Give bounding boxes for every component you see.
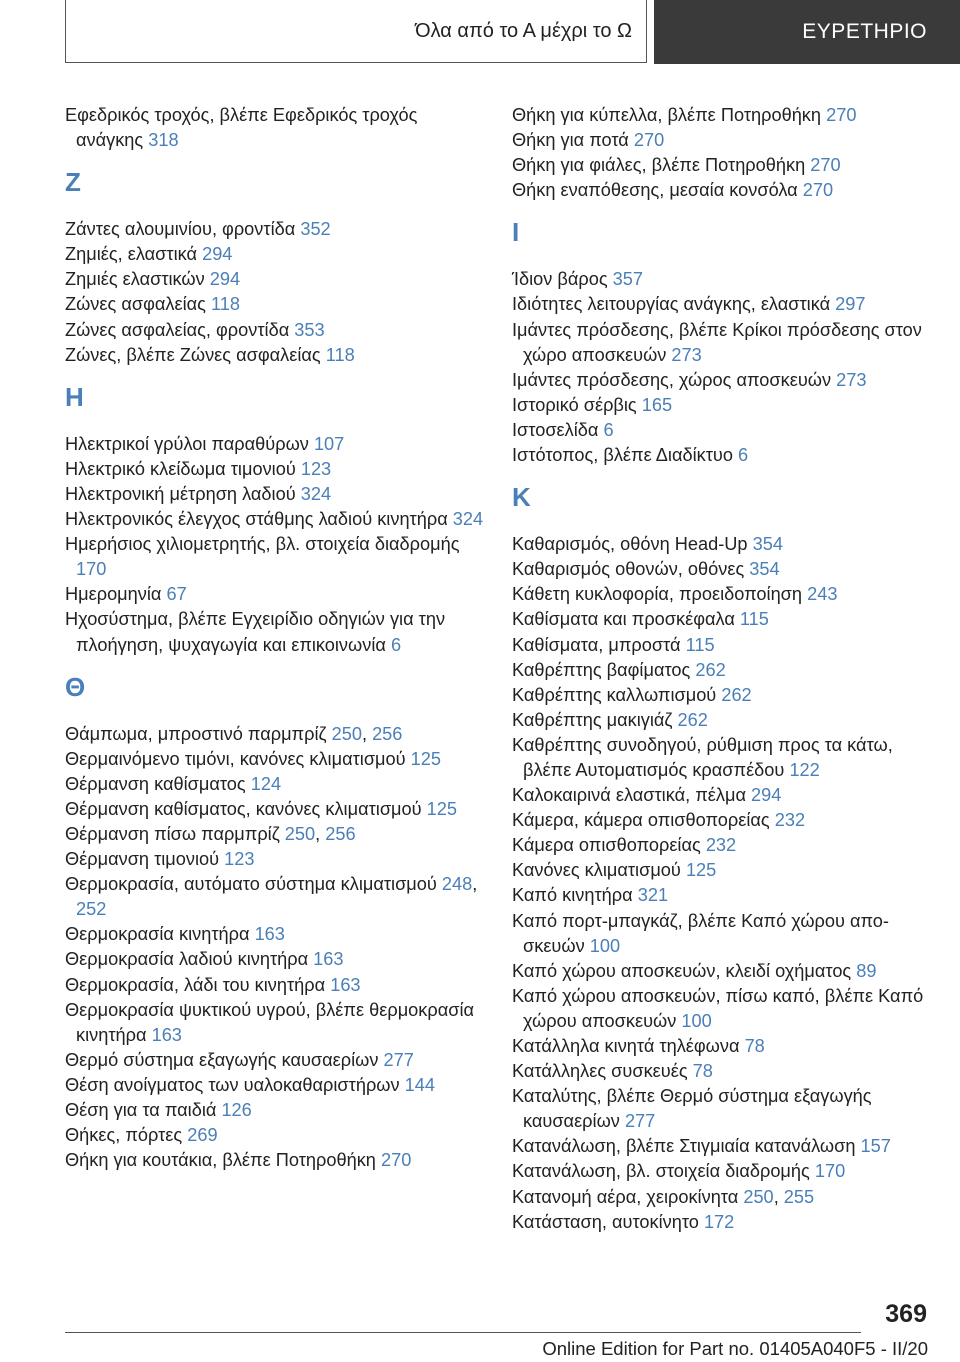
page-link[interactable]: 354 <box>752 534 783 555</box>
page-link[interactable]: 126 <box>221 1100 252 1120</box>
index-entry <box>65 242 485 267</box>
index-entry <box>65 947 485 972</box>
page-link[interactable]: 357 <box>612 269 644 290</box>
index-entry-text: Καθαρισμός οθονών, οθόνες <box>512 559 745 580</box>
page-link[interactable]: 324 <box>452 509 484 530</box>
index-entry-text: Θέση για τα παιδιά <box>65 1100 217 1120</box>
page-link[interactable]: 270 <box>633 130 665 151</box>
page-link[interactable]: 243 <box>807 584 838 605</box>
index-entry-text: Ημερομηνία <box>65 584 162 605</box>
page-link[interactable]: 170 <box>76 559 107 580</box>
index-entry-text: Θερμοκρασία, λάδι του κινητήρα <box>65 974 326 995</box>
index-entry-text: Καθίσματα, μπροστά <box>512 634 681 655</box>
page-link[interactable]: 255 <box>783 1186 815 1207</box>
index-entry-text: Κατάλληλα κινητά τηλέφωνα <box>512 1036 740 1056</box>
index-entry-text: Ηλεκτρονική μέτρηση λαδιού <box>65 483 296 504</box>
index-entry <box>512 393 932 418</box>
index-entry <box>512 683 932 708</box>
page-link[interactable]: 78 <box>744 1036 765 1056</box>
page-link[interactable]: 163 <box>151 1024 182 1045</box>
page-link[interactable]: 123 <box>224 849 255 870</box>
index-letter-heading: Κ <box>512 482 531 513</box>
index-entry-text: Θέρμανση τιμονιού <box>65 849 220 870</box>
page-link[interactable]: 248 <box>441 874 473 895</box>
page-link[interactable]: 262 <box>695 659 726 680</box>
index-entry <box>65 267 485 292</box>
index-entry <box>65 1048 485 1073</box>
index-entry-text: Θήκη για φιάλες, βλέπε Ποτηροθήκη <box>512 155 806 176</box>
index-entry-text: Θέρμανση καθίσματος <box>65 773 246 794</box>
index-entry-text: Θέρμανση πίσω παρμπρίζ <box>65 823 280 844</box>
index-entry-text: Κανόνες κλιματισμού <box>512 860 681 881</box>
index-entry <box>512 1034 932 1059</box>
index-entry-text: Ζώνες ασφαλείας, φροντίδα <box>65 319 290 340</box>
page-link[interactable]: 250 <box>743 1186 774 1207</box>
index-entry-text: Ημερήσιος χιλιομετρητής, βλ. στοιχεία διαδρομής <box>65 534 460 555</box>
page-link[interactable]: 172 <box>703 1211 735 1232</box>
index-entry-text: Ιμάντες πρόσδεσης, βλέπε Κρίκοι πρόσδεσης στον χώρο αποσκευών <box>512 319 922 365</box>
index-entry <box>65 582 485 607</box>
index-entry-text: Κάμερα οπισθοπορείας <box>512 835 701 856</box>
index-entry-text: Ιστορικό σέρβις <box>512 394 637 415</box>
index-entry-text: Θερμοκρασία ψυκτικού υγρού, βλέπε θερμοκρασία κινητήρα <box>65 999 475 1045</box>
index-entry <box>512 178 932 203</box>
index-entry <box>512 557 932 582</box>
page-link[interactable]: 324 <box>300 483 332 504</box>
index-entry-text: Κατανομή αέρα, χειροκίνητα <box>512 1186 739 1207</box>
page-link[interactable]: 163 <box>313 949 344 970</box>
page-link[interactable]: 256 <box>372 723 403 744</box>
page-link[interactable]: 294 <box>209 269 241 290</box>
index-entry-text: Ζώνες ασφαλείας <box>65 294 206 315</box>
page-link[interactable]: 270 <box>802 180 834 201</box>
index-entry <box>65 103 485 153</box>
page-link[interactable]: 354 <box>749 559 780 580</box>
index-entry <box>512 318 932 368</box>
page-link[interactable]: 125 <box>426 798 458 819</box>
index-entry-text: Καπό χώρου αποσκευών, πίσω καπό, βλέπε Καπό χώρου αποσκευών <box>512 985 924 1031</box>
index-entry-text: Ζάντες αλουμινίου, φροντίδα <box>65 219 296 240</box>
index-entry-text: Καπό κινητήρα <box>512 885 633 906</box>
page-link[interactable]: 124 <box>250 773 282 794</box>
index-entry <box>65 1123 485 1148</box>
footer-divider <box>65 1332 861 1333</box>
index-entry-text: Καθρέπτης καλλωπισμού <box>512 684 717 705</box>
index-entry-text: Θερμοκρασία κινητήρα <box>65 924 250 945</box>
index-entry-text: Καθίσματα και προσκέφαλα <box>512 609 735 630</box>
index-entry <box>512 103 932 128</box>
index-entry <box>65 922 485 947</box>
page-link[interactable]: 89 <box>856 960 877 981</box>
page-link[interactable]: 118 <box>210 294 240 315</box>
page-link[interactable]: 6 <box>603 419 614 440</box>
index-entry <box>512 532 932 557</box>
index-entry <box>65 1073 485 1098</box>
page-number: 369 <box>885 1300 927 1328</box>
index-entry-text: Θερμοκρασία, αυτόματο σύστημα κλιματισμού <box>65 874 437 895</box>
index-entry-text: Ιστοσελίδα <box>512 419 599 440</box>
index-entry-text: Θήκη για ποτά <box>512 130 629 151</box>
index-entry-text: Θερμαινόμενο τιμόνι, κανόνες κλιματισμού <box>65 748 406 769</box>
index-entry-text: Θήκη για κουτάκια, βλέπε Ποτηροθήκη <box>65 1150 376 1171</box>
index-entry <box>512 708 932 733</box>
index-entry-text: Κάμερα, κάμερα οπισθοπορείας <box>512 810 770 831</box>
index-entry-text: Θήκη εναπόθεσης, μεσαία κονσόλα <box>512 180 798 201</box>
page-link[interactable]: 273 <box>671 344 702 365</box>
index-entry <box>65 847 485 872</box>
index-entry <box>65 973 485 998</box>
page-link[interactable]: 252 <box>76 899 107 920</box>
index-entry-text: Κατάσταση, αυτοκίνητο <box>512 1211 699 1232</box>
page-link[interactable]: 115 <box>685 634 715 655</box>
index-entry: Κατανομή αέρα, χειροκίνητα 250, 255 <box>512 1186 815 1207</box>
page-link[interactable]: 165 <box>641 394 673 415</box>
index-entry-text: Ηλεκτρικοί γρύλοι παραθύρων <box>65 433 309 454</box>
index-entry <box>512 858 932 883</box>
page-link[interactable]: 297 <box>835 294 866 315</box>
index-entry <box>512 1084 932 1134</box>
page-link[interactable]: 123 <box>300 458 332 479</box>
index-entry <box>512 1059 932 1084</box>
index-entry <box>65 482 485 507</box>
page-link[interactable]: 353 <box>294 319 325 340</box>
page-link[interactable]: 270 <box>826 105 857 125</box>
index-entry-text: Καθρέπτης συνοδηγού, ρύθμιση προς τα κάτω, βλέπε Αυτοματισμός κρασπέδου <box>512 734 893 780</box>
page-link[interactable]: 144 <box>404 1074 436 1095</box>
index-entry-text: Καπό πορτ-μπαγκάζ, βλέπε Καπό χώρου αποσκευών <box>512 910 889 956</box>
index-entry-text: Κατανάλωση, βλ. στοιχεία διαδρομής <box>512 1161 810 1182</box>
page-link[interactable]: 100 <box>681 1010 712 1031</box>
page-link[interactable]: 270 <box>380 1150 412 1171</box>
index-entry <box>512 658 932 683</box>
index-entry-text: Ζώνες, βλέπε Ζώνες ασφαλείας <box>65 344 321 365</box>
page-link[interactable]: 262 <box>721 684 752 705</box>
page-link[interactable]: 270 <box>810 155 841 176</box>
index-entry-text: Θέση ανοίγματος των υαλοκαθαριστήρων <box>65 1074 400 1095</box>
index-entry-text: Ηλεκτρονικός έλεγχος στάθμης λαδιού κινητήρα <box>65 509 448 530</box>
index-column-right <box>512 103 932 1235</box>
index-entry <box>65 532 485 582</box>
index-entry <box>65 772 485 797</box>
index-entry <box>512 267 932 292</box>
page-link[interactable]: 6 <box>738 445 749 466</box>
page-link[interactable]: 318 <box>148 130 179 151</box>
index-entry <box>512 368 932 393</box>
index-entry <box>65 1148 485 1173</box>
page-header <box>65 0 960 64</box>
index-entry: Θερμοκρασία, αυτόματο σύστημα κλιματισμού 248, 252 <box>65 874 478 920</box>
index-letter-heading: Ι <box>512 217 520 248</box>
index-entry: Θάμπωμα, μπροστινό παρμπρίζ 250, 256 <box>65 723 403 744</box>
index-entry-text: Ηχοσύστημα, βλέπε Εγχειρίδιο οδηγιών για την πλοήγηση, ψυχαγωγία και επικοινωνία <box>65 609 446 655</box>
index-letter-heading: Η <box>65 381 84 412</box>
index-entry <box>512 418 932 443</box>
index-entry-text: Ζημιές, ελαστικά <box>65 244 198 265</box>
page-link[interactable]: 294 <box>202 244 233 265</box>
index-entry-text: Θερμό σύστημα εξαγωγής καυσαερίων <box>65 1049 379 1070</box>
index-entry <box>512 733 932 783</box>
index-entry-text: Κατάλληλες συσκευές <box>512 1061 688 1082</box>
page-link[interactable]: 277 <box>624 1111 656 1132</box>
index-entry <box>65 607 485 657</box>
section-tab[interactable]: ΕΥΡΕΤΗΡΙΟ <box>654 0 960 64</box>
index-entry-text: Θήκη για κύπελλα, βλέπε Ποτηροθήκη <box>512 105 822 125</box>
index-entry <box>65 747 485 772</box>
index-entry <box>512 582 932 607</box>
index-entry <box>65 507 485 532</box>
index-entry <box>512 153 932 178</box>
index-entry <box>65 457 485 482</box>
index-column-left <box>65 103 485 1173</box>
page-link[interactable]: 78 <box>692 1061 713 1082</box>
index-entry-text: Ζημιές ελαστικών <box>65 269 205 290</box>
index-entry <box>512 783 932 808</box>
index-entry-text: Εφεδρικός τροχός, βλέπε Εφεδρικός τροχός ανάγκης <box>65 105 418 151</box>
page-link[interactable]: 157 <box>860 1136 891 1157</box>
page-link[interactable]: 115 <box>739 609 769 630</box>
page-link[interactable]: 125 <box>410 748 442 769</box>
index-entry <box>65 343 485 368</box>
page-link[interactable]: 352 <box>300 219 331 240</box>
page-link[interactable]: 163 <box>330 974 361 995</box>
page-link[interactable]: 122 <box>789 759 820 780</box>
page-link[interactable]: 232 <box>774 810 806 831</box>
page-link[interactable]: 256 <box>325 823 356 844</box>
page-link[interactable]: 6 <box>390 634 402 655</box>
page-link[interactable]: 118 <box>325 344 355 365</box>
index-entry <box>65 998 485 1048</box>
chapter-title: Όλα από το Α μέχρι το Ω <box>65 0 647 63</box>
index-entry <box>65 217 485 242</box>
index-entry-text: Θήκες, πόρτες <box>65 1125 183 1146</box>
index-entry-text: Θάμπωμα, μπροστινό παρμπρίζ <box>65 723 327 744</box>
index-entry <box>512 443 932 468</box>
index-entry <box>512 128 932 153</box>
page-link[interactable]: 232 <box>705 835 737 856</box>
index-entry <box>512 633 932 658</box>
page-link[interactable]: 262 <box>677 709 708 730</box>
index-entry-text: Καθρέπτης βαφίματος <box>512 659 691 680</box>
page-link[interactable]: 250 <box>331 723 362 744</box>
index-entry <box>65 318 485 343</box>
index-entry <box>65 292 485 317</box>
page-link[interactable]: 294 <box>751 785 782 806</box>
index-entry <box>512 1134 932 1159</box>
page-link[interactable]: 107 <box>313 433 345 454</box>
index-entry: Θέρμανση πίσω παρμπρίζ 250, 256 <box>65 823 356 844</box>
index-entry-text: Θέρμανση καθίσματος, κανόνες κλιματισμού <box>65 798 422 819</box>
page-link[interactable]: 125 <box>685 860 717 881</box>
page-link[interactable]: 269 <box>187 1125 218 1146</box>
index-entry <box>65 432 485 457</box>
index-entry-text: Κατανάλωση, βλέπε Στιγμιαία κατανάλωση <box>512 1136 856 1157</box>
index-entry-text: Ίδιον βάρος <box>512 269 608 290</box>
index-entry <box>512 1210 932 1235</box>
index-entry-text: Καπό χώρου αποσκευών, κλειδί οχήματος <box>512 960 852 981</box>
index-entry <box>512 959 932 984</box>
page-link[interactable]: 250 <box>284 823 316 844</box>
index-entry-text: Καλοκαιρινά ελαστικά, πέλμα <box>512 785 746 806</box>
page-link[interactable]: 100 <box>589 935 621 956</box>
index-entry-text: Καταλύτης, βλέπε Θερμό σύστημα εξαγωγής καυσαερίων <box>512 1086 872 1132</box>
page-link[interactable]: 163 <box>254 924 285 945</box>
index-entry <box>512 883 932 908</box>
index-entry <box>512 833 932 858</box>
index-entry-text: Καθαρισμός, οθόνη Head-Up <box>512 534 748 555</box>
index-entry-text: Ηλεκτρικό κλείδωμα τιμονιού <box>65 458 296 479</box>
index-entry-text: Ιμάντες πρόσδεσης, χώρος αποσκευών <box>512 369 832 390</box>
page-link[interactable]: 277 <box>383 1049 414 1070</box>
index-entry <box>65 797 485 822</box>
index-entry <box>512 607 932 632</box>
page-link[interactable]: 170 <box>814 1161 846 1182</box>
index-entry-text: Θερμοκρασία λαδιού κινητήρα <box>65 949 309 970</box>
page-link[interactable]: 273 <box>836 369 867 390</box>
page-link[interactable]: 321 <box>637 885 669 906</box>
index-entry-text: Ιστότοπος, βλέπε Διαδίκτυο <box>512 445 733 466</box>
index-entry-text: Καθρέπτης μακιγιάζ <box>512 709 673 730</box>
index-entry <box>65 1098 485 1123</box>
index-entry <box>512 984 932 1034</box>
index-letter-heading: Ζ <box>65 167 81 198</box>
index-entry <box>512 292 932 317</box>
index-entry-text: Κάθετη κυκλοφορία, προειδοποίηση <box>512 584 803 605</box>
index-entry <box>512 909 932 959</box>
page-link[interactable]: 67 <box>166 584 187 605</box>
index-entry <box>512 808 932 833</box>
edition-footer: Online Edition for Part no. 01405A040F5 - II/20 <box>542 1338 928 1359</box>
index-entry-text: Ιδιότητες λειτουργίας ανάγκης, ελαστικά <box>512 294 831 315</box>
index-letter-heading: Θ <box>65 671 86 702</box>
index-entry <box>512 1159 932 1184</box>
